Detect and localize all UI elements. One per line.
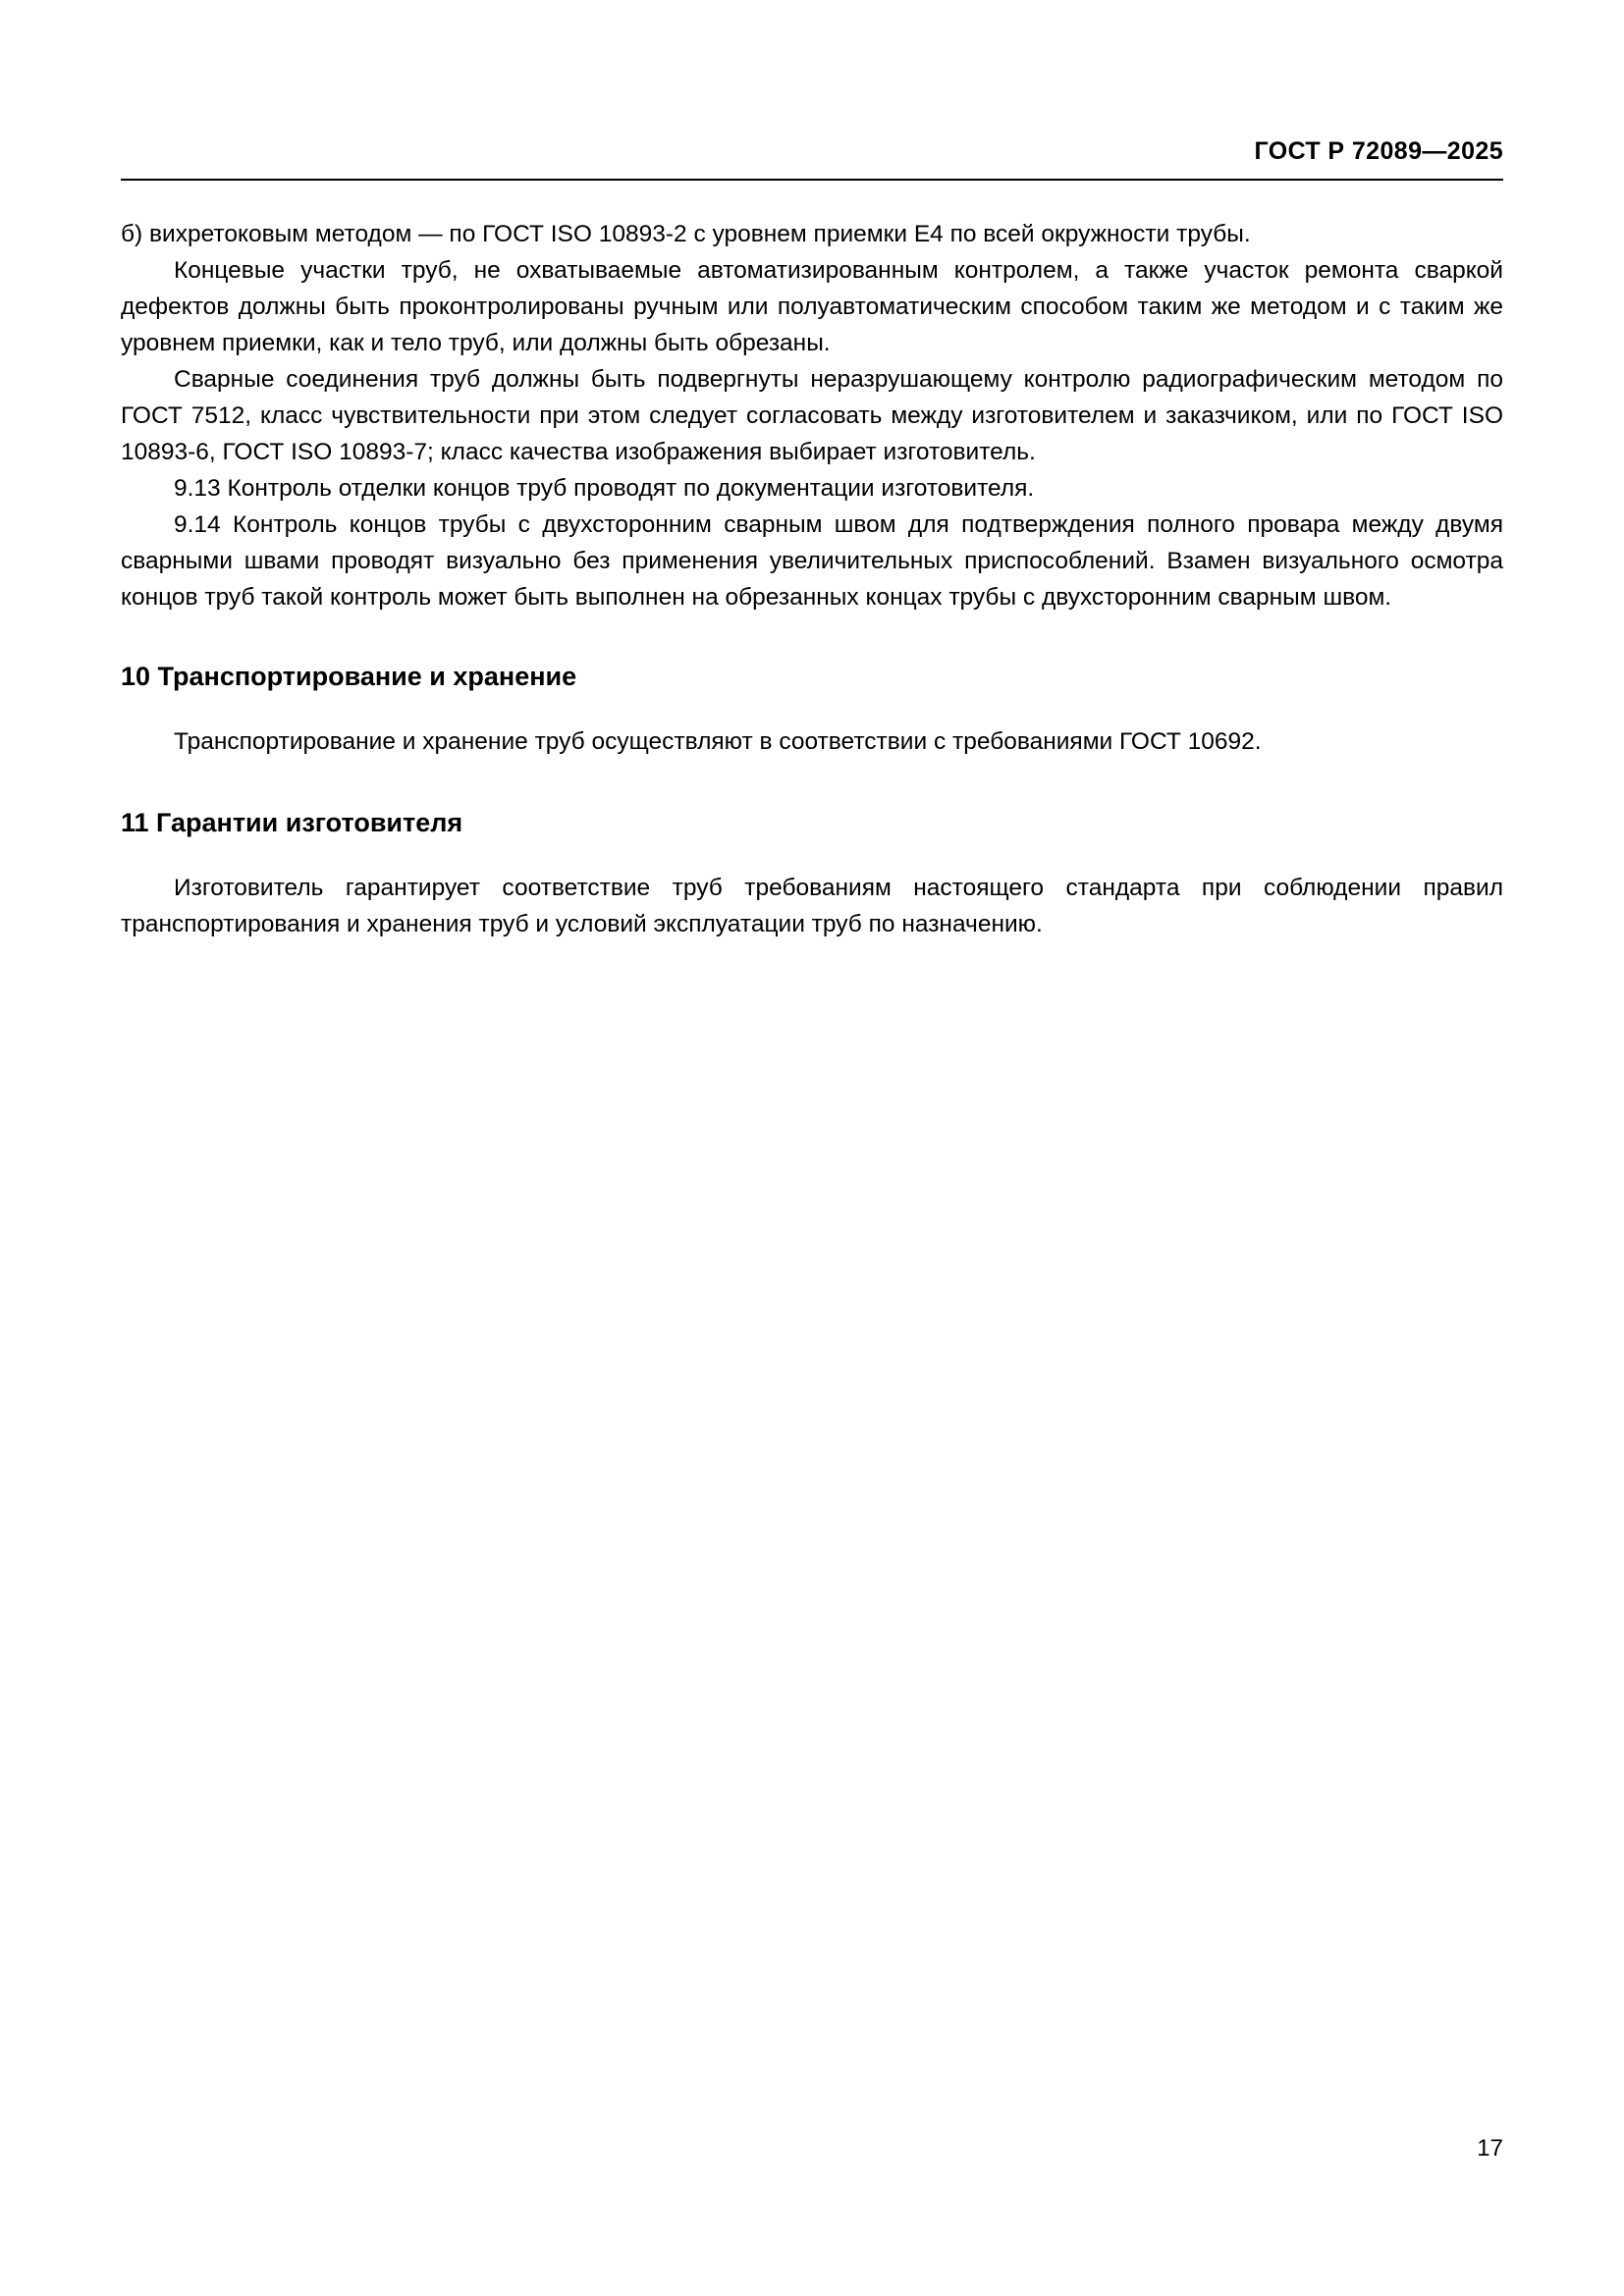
page-number: 17 — [1477, 2135, 1503, 2162]
paragraph-clause-9-14: 9.14 Контроль концов трубы с двухсторонним сварным швом для подтверждения полного провара между двумя сварными швами проводят визуально без применения увеличительных приспособлений. Взамен визуального осмотра концов труб такой контроль может быть выполнен на обрезанных концах трубы с двухсторонним сварным швом. — [121, 511, 1503, 611]
paragraph-welded-joints: Сварные соединения труб должны быть подвергнуты неразрушающему контролю радиографическим методом по ГОСТ 7512, класс чувствительности при этом следует согласовать между изготовителем и заказчиком, или по ГОСТ ISO 10893-6, ГОСТ ISO 10893-7; класс качества изображения выбирает изготовитель. — [121, 366, 1503, 465]
paragraph-section-11-body: Изготовитель гарантирует соответствие труб требованиям настоящего стандарта при соблюдении правил транспортирования и хранения труб и условий эксплуатации труб по назначению. — [121, 875, 1503, 937]
spacer — [121, 615, 1503, 659]
heading-section-10: 10 Транспортирование и хранение — [121, 662, 577, 691]
page-header-standard-number: ГОСТ Р 72089—2025 — [1254, 137, 1503, 165]
spacer — [121, 694, 1503, 723]
spacer — [121, 760, 1503, 805]
paragraph-clause-9-13: 9.13 Контроль отделки концов труб проводят по документации изготовителя. — [174, 475, 1035, 502]
paragraph-eddy-current-method: б) вихретоковым методом — по ГОСТ ISO 10893-2 с уровнем приемки Е4 по всей окружности трубы. — [121, 221, 1251, 247]
header-divider — [121, 179, 1503, 181]
paragraph-pipe-end-sections: Концевые участки труб, не охватываемые автоматизированным контролем, а также участок ремонта сваркой дефектов должны быть проконтролированы ручным или полуавтоматическим способом таким же методом и с таким же уровнем приемки, как и тело труб, или должны быть обрезаны. — [121, 257, 1503, 356]
spacer — [121, 840, 1503, 870]
paragraph-section-10-body: Транспортирование и хранение труб осуществляют в соответствии с требованиями ГОСТ 10692. — [174, 728, 1262, 755]
page-content — [121, 216, 1503, 942]
heading-section-11: 11 Гарантии изготовителя — [121, 808, 463, 837]
